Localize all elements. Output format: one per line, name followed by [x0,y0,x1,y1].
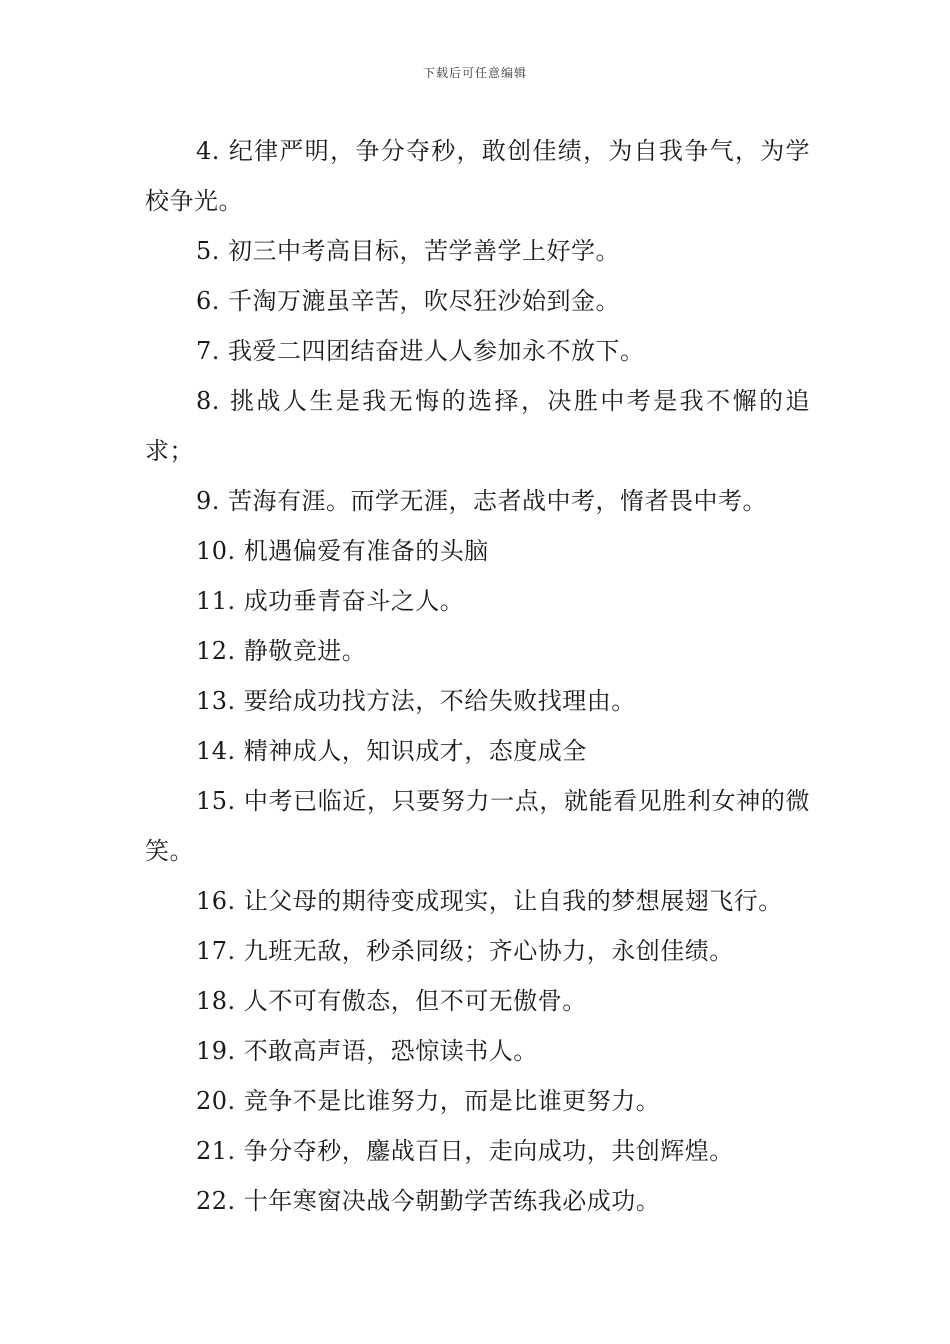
list-item: 12. 静敬竞进。 [196,637,367,665]
page-header: 下载后可任意编辑 [422,66,527,80]
document-body [145,126,810,1226]
list-item: 15. 中考已临近，只要努力一点，就能看见胜利女神的微笑。 [145,787,810,865]
list-item: 14. 精神成人，知识成才，态度成全 [196,737,587,765]
list-item: 18. 人不可有傲态，但不可无傲骨。 [196,987,587,1015]
list-item: 6. 千淘万漉虽辛苦，吹尽狂沙始到金。 [196,287,621,315]
list-item: 5. 初三中考高目标，苦学善学上好学。 [196,237,621,265]
list-item: 21. 争分夺秒，鏖战百日，走向成功，共创辉煌。 [196,1137,734,1165]
list-item: 17. 九班无敌，秒杀同级；齐心协力，永创佳绩。 [196,937,734,965]
list-item: 11. 成功垂青奋斗之人。 [196,587,465,615]
list-item: 10. 机遇偏爱有准备的头脑 [196,537,489,565]
list-item: 20. 竞争不是比谁努力，而是比谁更努力。 [196,1087,661,1115]
list-item: 4. 纪律严明，争分夺秒，敢创佳绩，为自我争气，为学校争光。 [145,137,810,215]
list-item: 7. 我爱二四团结奋进人人参加永不放下。 [196,337,645,365]
list-item: 8. 挑战人生是我无悔的选择，决胜中考是我不懈的追求； [145,387,810,465]
list-item: 19. 不敢高声语，恐惊读书人。 [196,1037,538,1065]
list-item: 13. 要给成功找方法，不给失败找理由。 [196,687,636,715]
list-item: 9. 苦海有涯。而学无涯，志者战中考，惰者畏中考。 [196,487,768,515]
list-item: 22. 十年寒窗决战今朝勤学苦练我必成功。 [196,1187,661,1215]
list-item: 16. 让父母的期待变成现实，让自我的梦想展翅飞行。 [196,887,783,915]
